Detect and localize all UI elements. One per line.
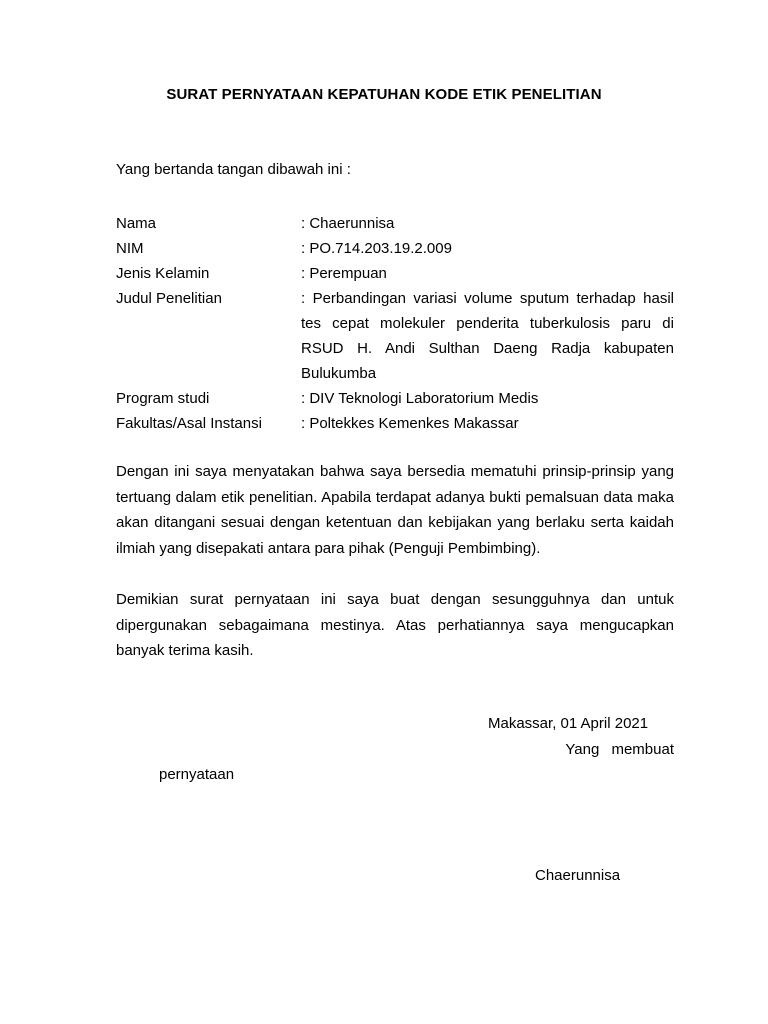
- identity-row-institution: [116, 411, 674, 436]
- identity-row-name: [116, 211, 674, 236]
- identity-value: : Chaerunnisa: [301, 215, 395, 232]
- identity-label: NIM: [116, 240, 144, 257]
- identity-row-gender: [116, 261, 674, 286]
- identity-value: : Poltekkes Kemenkes Makassar: [301, 415, 519, 432]
- identity-block: [116, 211, 674, 436]
- identity-label: Program studi: [116, 390, 210, 407]
- signer-caption-line-1: Yang membuat: [565, 741, 674, 758]
- identity-value: : Perbandingan variasi volume sputum terhadap hasil tes cepat molekuler penderita tuberkulosis paru di RSUD H. Andi Sulthan Daeng Radja kabupaten Bulukumba: [301, 290, 674, 382]
- statement-paragraph: Dengan ini saya menyatakan bahwa saya bersedia mematuhi prinsip-prinsip yang tertuang dalam etik penelitian. Apabila terdapat adanya bukti pemalsuan data maka akan ditangani sesuai dengan ketentuan dan kebijakan yang berlaku serta kaidah ilmiah yang disepakati antara para pihak (Penguji Pembimbing).: [116, 463, 674, 557]
- identity-row-nim: [116, 236, 674, 261]
- document-title: SURAT PERNYATAAN KEPATUHAN KODE ETIK PENELITIAN: [166, 86, 602, 103]
- identity-label: Judul Penelitian: [116, 290, 222, 307]
- identity-row-research-title: [116, 286, 674, 386]
- closing-paragraph: Demikian surat pernyataan ini saya buat dengan sesungguhnya dan untuk dipergunakan sebagaimana mestinya. Atas perhatiannya saya mengucapkan banyak terima kasih.: [116, 591, 674, 659]
- identity-value: : DIV Teknologi Laboratorium Medis: [301, 390, 539, 407]
- identity-value: : Perempuan: [301, 265, 387, 282]
- identity-label: Fakultas/Asal Instansi: [116, 415, 262, 432]
- identity-row-study-program: [116, 386, 674, 411]
- greeting-text: Yang bertanda tangan dibawah ini :: [116, 161, 351, 178]
- place-date: Makassar, 01 April 2021: [488, 715, 649, 732]
- signer-name: Chaerunnisa: [535, 867, 621, 884]
- identity-label: Nama: [116, 215, 157, 232]
- signer-caption-line-2: pernyataan: [159, 766, 235, 783]
- identity-value: : PO.714.203.19.2.009: [301, 240, 452, 257]
- identity-label: Jenis Kelamin: [116, 265, 210, 282]
